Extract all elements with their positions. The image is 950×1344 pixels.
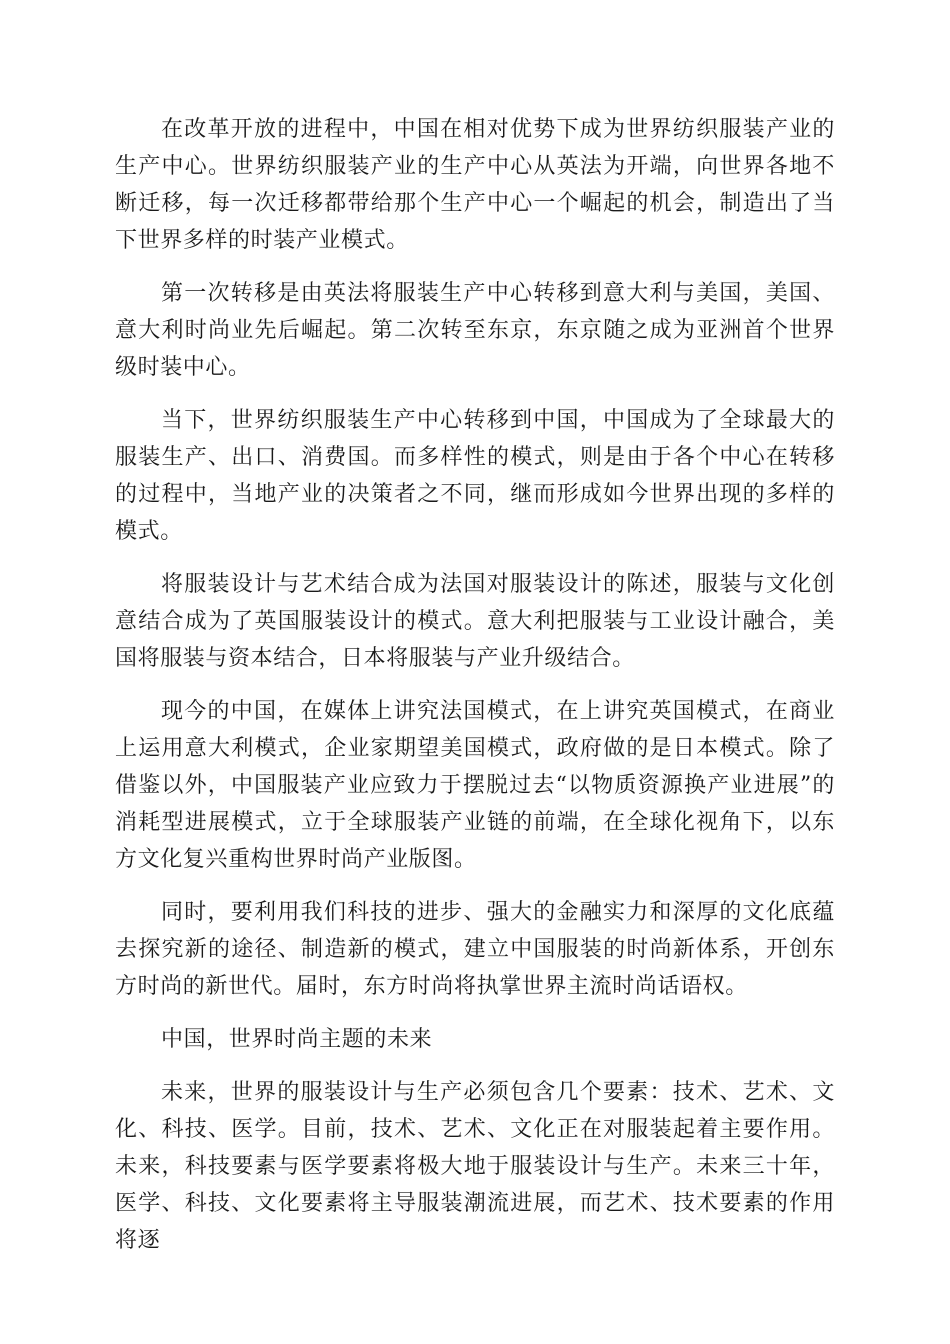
- paragraph-5: 现今的中国，在媒体上讲究法国模式，在上讲究英国模式，在商业上运用意大利模式，企业家期望美国模式，政府做的是日本模式。除了借鉴以外，中国服装产业应致力于摆脱过去“以物质资源换产业进展”的消耗型进展模式，立于全球服装产业链的前端，在全球化视角下，以东方文化复兴重构世界时尚产业版图。: [115, 699, 835, 872]
- paragraph-4: 将服装设计与艺术结合成为法国对服装设计的陈述，服装与文化创意结合成为了英国服装设计的模式。意大利把服装与工业设计融合，美国将服装与资本结合，日本将服装与产业升级结合。: [115, 572, 835, 671]
- document-body: [115, 111, 835, 1275]
- paragraph-7: 未来，世界的服装设计与生产必须包含几个要素：技术、艺术、文化、科技、医学。目前，技术、艺术、文化正在对服装起着主要作用。未来，科技要素与医学要素将极大地于服装设计与生产。未来三十年，医学、科技、文化要素将主导服装潮流进展，而艺术、技术要素的作用将逐: [115, 1080, 835, 1253]
- section-heading: 中国，世界时尚主题的未来: [161, 1027, 433, 1052]
- paragraph-3: 当下，世界纺织服装生产中心转移到中国，中国成为了全球最大的服装生产、出口、消费国。而多样性的模式，则是由于各个中心在转移的过程中，当地产业的决策者之不同，继而形成如今世界出现的多样的模式。: [115, 408, 835, 544]
- paragraph-1: 在改革开放的进程中，中国在相对优势下成为世界纺织服装产业的生产中心。世界纺织服装产业的生产中心从英法为开端，向世界各地不断迁移，每一次迁移都带给那个生产中心一个崛起的机会，制造出了当下世界多样的时装产业模式。: [115, 117, 835, 253]
- paragraph-2: 第一次转移是由英法将服装生产中心转移到意大利与美国，美国、意大利时尚业先后崛起。第二次转至东京，东京随之成为亚洲首个世界级时装中心。: [115, 281, 835, 380]
- paragraph-6: 同时，要利用我们科技的进步、强大的金融实力和深厚的文化底蕴去探究新的途径、制造新的模式，建立中国服装的时尚新体系，开创东方时尚的新世代。届时，东方时尚将执掌世界主流时尚话语权。: [115, 900, 835, 999]
